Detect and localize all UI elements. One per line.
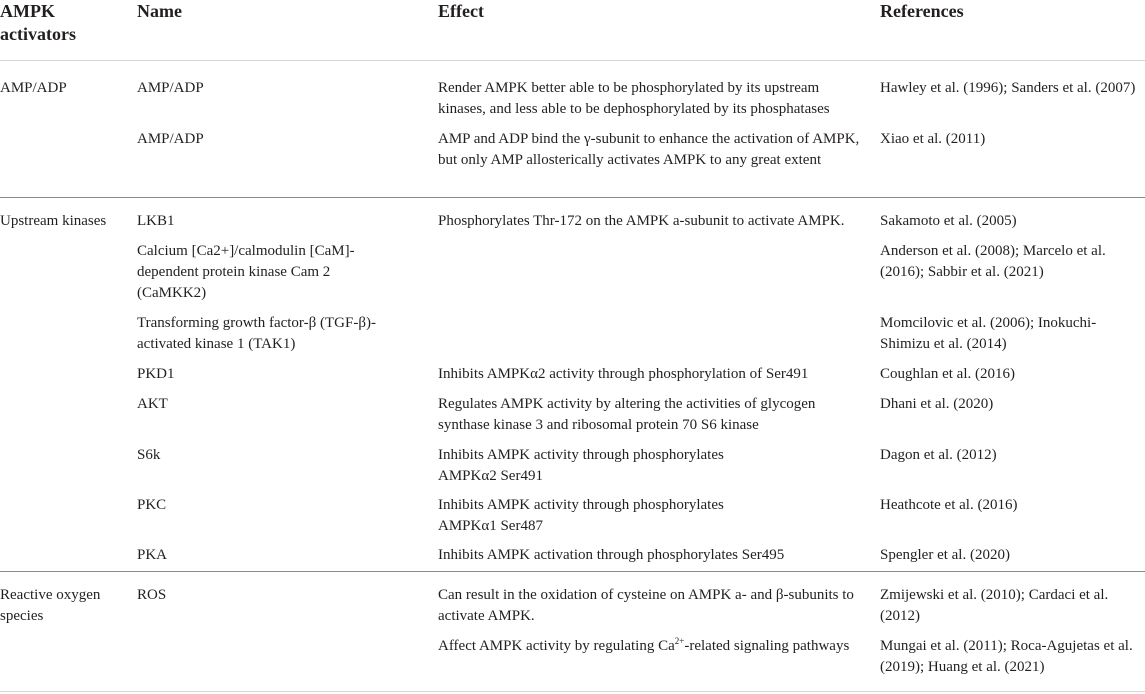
row-name: PKA	[137, 547, 168, 563]
row-name: ROS	[137, 587, 167, 603]
row-name: PKC	[137, 497, 167, 513]
row-references: Xiao et al. (2011)	[880, 131, 986, 147]
row-effect: AMP and ADP bind the γ-subunit to enhance the activation of AMPK, but only AMP allosterically activates AMPK to any great extent	[438, 131, 860, 168]
header-activators: AMPK activators	[0, 1, 76, 44]
table-header	[0, 0, 1145, 61]
row-effect: Render AMPK better able to be phosphorylated by its upstream kinases, and less able to be dephosphorylated by its phosphatases	[438, 80, 830, 117]
section-divider	[0, 197, 1145, 198]
row-effect: Inhibits AMPK activity through phosphorylates AMPKα1 Ser487	[438, 497, 724, 534]
row-name: Calcium [Ca2+]/calmodulin [CaM]-dependent protein kinase Cam 2 (CaMKK2)	[137, 243, 355, 301]
effect-text-post: -related signaling pathways	[684, 638, 850, 654]
row-effect: Phosphorylates Thr-172 on the AMPK a-subunit to activate AMPK.	[438, 213, 845, 229]
header-name: Name	[137, 1, 182, 21]
effect-text-pre: Affect AMPK activity by regulating Ca	[438, 638, 675, 654]
row-references: Anderson et al. (2008); Marcelo et al. (2016); Sabbir et al. (2021)	[880, 243, 1106, 280]
row-references: Sakamoto et al. (2005)	[880, 213, 1017, 229]
row-references: Dagon et al. (2012)	[880, 447, 997, 463]
row-name: AKT	[137, 396, 168, 412]
row-effect: Inhibits AMPK activity through phosphorylates AMPKα2 Ser491	[438, 447, 724, 484]
row-references: Momcilovic et al. (2006); Inokuchi-Shimizu et al. (2014)	[880, 315, 1097, 352]
row-effect: Inhibits AMPK activation through phosphorylates Ser495	[438, 547, 785, 563]
header-references: References	[880, 1, 964, 21]
row-references: Heathcote et al. (2016)	[880, 497, 1018, 513]
table-bottom-border	[0, 691, 1145, 692]
row-name: LKB1	[137, 213, 175, 229]
row-references: Coughlan et al. (2016)	[880, 366, 1015, 382]
section-divider	[0, 571, 1145, 572]
row-effect: Can result in the oxidation of cysteine on AMPK a- and β-subunits to activate AMPK.	[438, 587, 854, 624]
row-effect: Inhibits AMPKα2 activity through phosphorylation of Ser491	[438, 366, 809, 382]
row-name: AMP/ADP	[137, 131, 204, 147]
header-effect: Effect	[438, 1, 484, 21]
row-effect: Regulates AMPK activity by altering the activities of glycogen synthase kinase 3 and ribosomal protein 70 S6 kinase	[438, 396, 816, 433]
row-references: Dhani et al. (2020)	[880, 396, 994, 412]
row-name: AMP/ADP	[137, 80, 204, 96]
section-activator: Reactive oxygen species	[0, 587, 101, 624]
row-name: PKD1	[137, 366, 175, 382]
row-references: Mungai et al. (2011); Roca-Agujetas et al. (2019); Huang et al. (2021)	[880, 638, 1133, 675]
row-references: Zmijewski et al. (2010); Cardaci et al. (2012)	[880, 587, 1109, 624]
row-references: Spengler et al. (2020)	[880, 547, 1010, 563]
row-name: Transforming growth factor-β (TGF-β)-activated kinase 1 (TAK1)	[137, 315, 376, 352]
section-activator: AMP/ADP	[0, 80, 67, 96]
row-references: Hawley et al. (1996); Sanders et al. (2007)	[880, 80, 1136, 96]
row-name: S6k	[137, 447, 161, 463]
effect-superscript: 2+	[674, 636, 685, 646]
section-activator: Upstream kinases	[0, 213, 107, 229]
row-effect	[438, 636, 863, 657]
